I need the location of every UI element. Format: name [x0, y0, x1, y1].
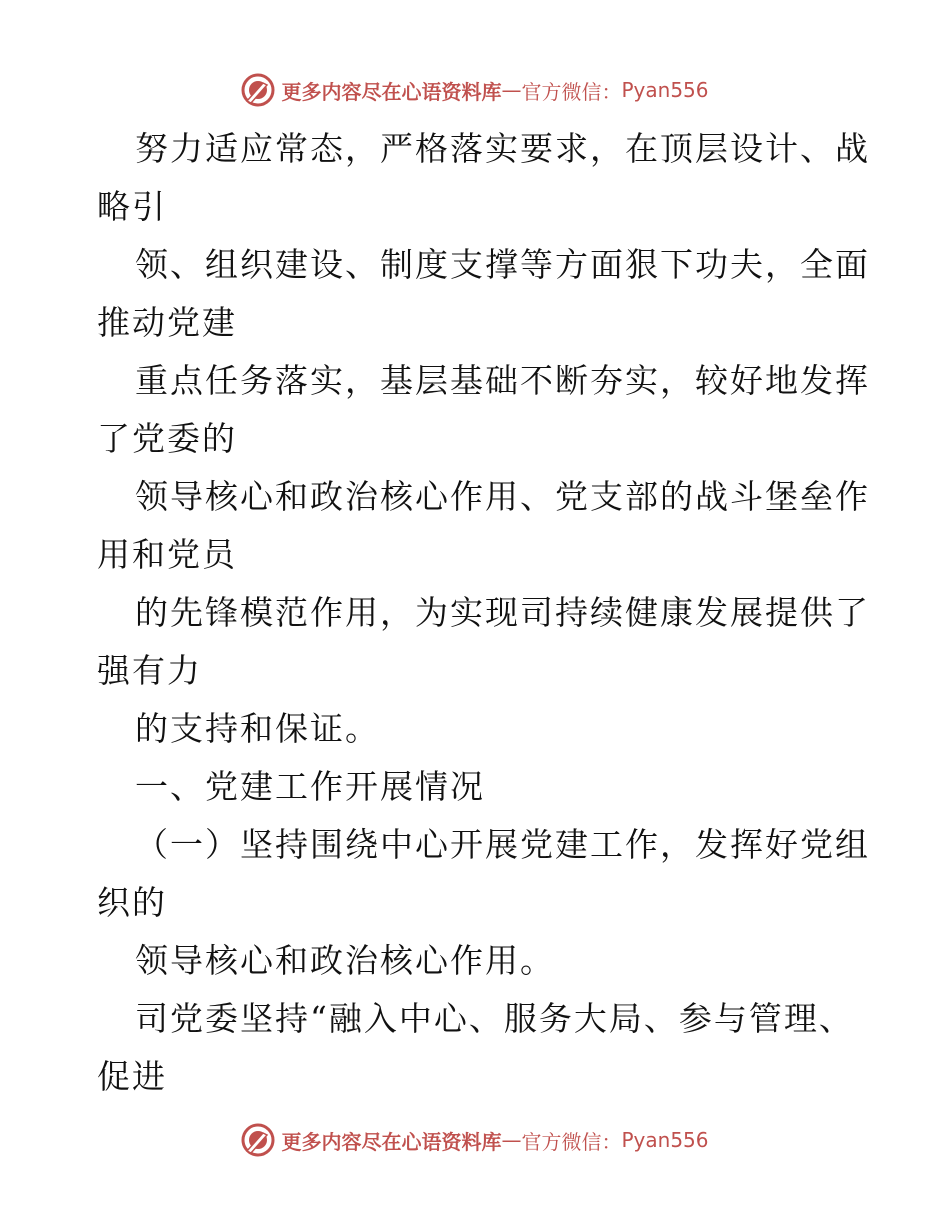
paragraph-line-continuation: 强有力 [97, 651, 202, 690]
paragraph-line: 领、组织建设、制度支撑等方面狠下功夫，全面 [135, 245, 870, 284]
paragraph-line-continuation: 促进 [97, 1057, 167, 1096]
paragraph-line-continuation: 用和党员 [97, 535, 237, 574]
paragraph-5 [97, 584, 870, 700]
paragraph-8 [97, 816, 870, 932]
banner-wechat-label: 官方微信： [521, 79, 622, 104]
document-body [97, 120, 870, 1106]
paragraph-4 [97, 468, 870, 584]
banner-brand-text: 更多内容尽在心语资料库 [281, 79, 502, 104]
paragraph-line-continuation: 推动党建 [97, 303, 237, 342]
paragraph-9 [97, 932, 857, 990]
paragraph-line: 重点任务落实，基层基础不断夯实，较好地发挥 [135, 361, 870, 400]
banner-wechat-id: Pyan556 [621, 1128, 709, 1152]
banner-separator: — [501, 78, 522, 102]
paragraph-10 [97, 990, 857, 1106]
footer-banner [0, 1120, 950, 1160]
paragraph-3 [97, 352, 870, 468]
banner-separator: — [501, 1128, 522, 1152]
pen-logo-icon [241, 73, 275, 107]
banner-brand-text: 更多内容尽在心语资料库 [281, 1129, 502, 1154]
paragraph-1 [97, 120, 870, 236]
paragraph-line-continuation: 略引 [97, 187, 167, 226]
paragraph-line: 领导核心和政治核心作用。 [135, 941, 555, 980]
pen-logo-icon [241, 1123, 275, 1157]
paragraph-line: （一）坚持围绕中心开展党建工作，发挥好党组 [135, 825, 870, 864]
header-banner [0, 70, 950, 110]
paragraph-line: 一、党建工作开展情况 [135, 767, 485, 806]
paragraph-line-continuation: 了党委的 [97, 419, 237, 458]
paragraph-6 [97, 700, 857, 758]
paragraph-line: 司党委坚持“融入中心、服务大局、参与管理、 [135, 999, 854, 1038]
paragraph-line-continuation: 织的 [97, 883, 167, 922]
paragraph-line: 的先锋模范作用，为实现司持续健康发展提供了 [135, 593, 870, 632]
paragraph-line: 的支持和保证。 [135, 709, 380, 748]
paragraph-2 [97, 236, 870, 352]
section-heading-1 [97, 758, 857, 816]
banner-wechat-id: Pyan556 [621, 78, 709, 102]
paragraph-line: 领导核心和政治核心作用、党支部的战斗堡垒作 [135, 477, 870, 516]
paragraph-line: 努力适应常态，严格落实要求，在顶层设计、战 [135, 129, 870, 168]
banner-wechat-label: 官方微信： [521, 1129, 622, 1154]
